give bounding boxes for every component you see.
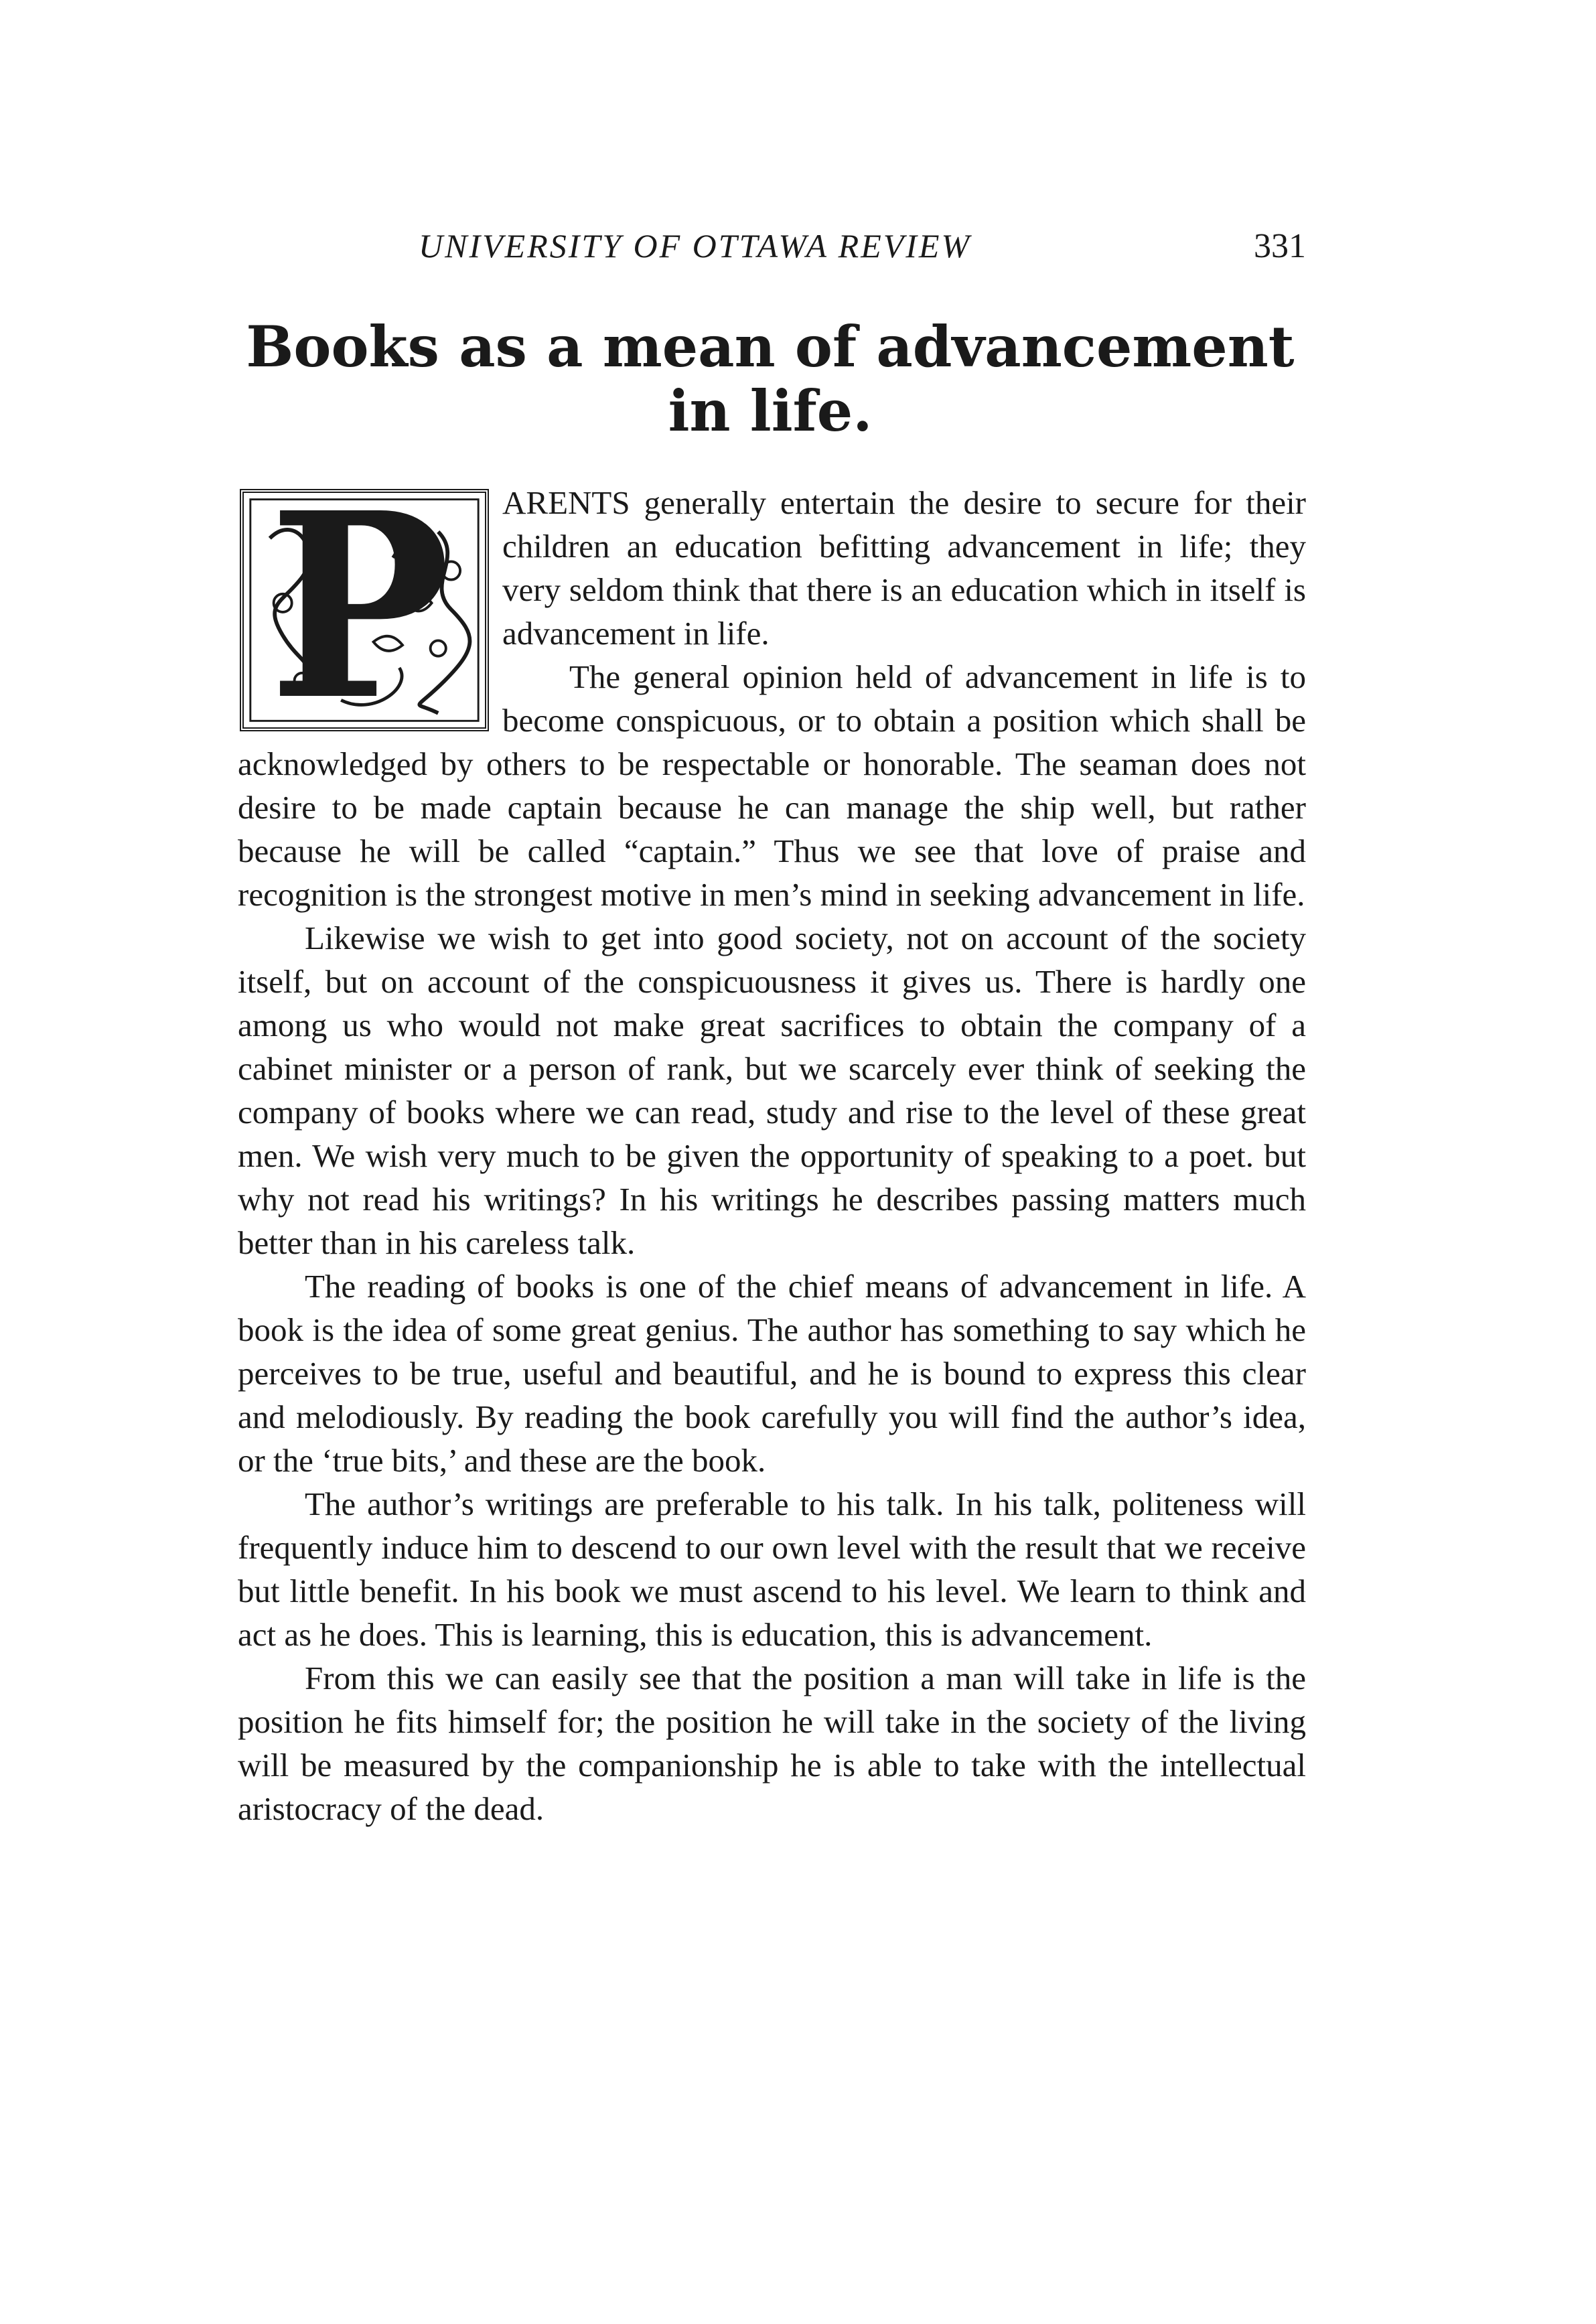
article-title [228,315,1313,443]
article-title-line-2: in life. [668,378,873,444]
paragraph-4: The reading of books is one of the chief means of advancement in life. A book is the idea of some great genius. The author has something to say which he perceives to be true, useful and beautiful, and he is bound to express this clear and melodiously. By reading the book carefully you will find the author’s idea, or the ‘true bits,’ and these are the book. [238,1268,1306,1479]
paragraph-5: The author’s writings are preferable to his talk. In his talk, politeness will frequently induce him to descend to our own level with the result that we receive but little benefit. In his book we must ascend to his level. We learn to think and act as he does. This is learning, this is education, this is advancement. [238,1485,1306,1653]
paragraph-3: Likewise we wish to get into good society, not on account of the society itself, but on account of the conspicuousness it gives us. There is hardly one among us who would not make great sacrifices to obtain the company of a cabinet minister or a person of rank, but we scarcely ever think of seeking the company of books where we can read, study and rise to the level of these great men. We wish very much to be given the opportunity of speaking to a poet. but why not read his writings? In his writings he describes passing matters much better than in his careless talk. [238,920,1306,1261]
page-number: 331 [1254,227,1306,265]
article-title-line-1: Books as a mean of advancement [246,313,1295,380]
paragraph-2: The general opinion held of advancement in life is to become conspicuous, or to obtain a position which shall be acknowledged by others to be respectable or honorable. The seaman does not desire to be made captain because he can manage the ship well, but rather because he will be called “captain.” Thus we see that love of praise and recognition is the strongest motive in men’s mind in seeking advancement in life. [238,658,1306,913]
ornamental-dropcap [240,457,489,756]
journal-title: UNIVERSITY OF OTTAWA REVIEW [419,227,972,265]
running-header [238,226,1306,280]
dropcap-letter: P [269,457,451,756]
paragraph-1: ARENTS generally entertain the desire to secure for their children an education befitting advancement in life; they very seldom think that there is an education which in itself is advancement in life. [502,484,1306,652]
paragraph-6: From this we can easily see that the position a man will take in life is the position he fits himself for; the position he will take in the society of the living will be measured by the companionship he is able to take with the intellectual aristocracy of the dead. [238,1660,1306,1827]
